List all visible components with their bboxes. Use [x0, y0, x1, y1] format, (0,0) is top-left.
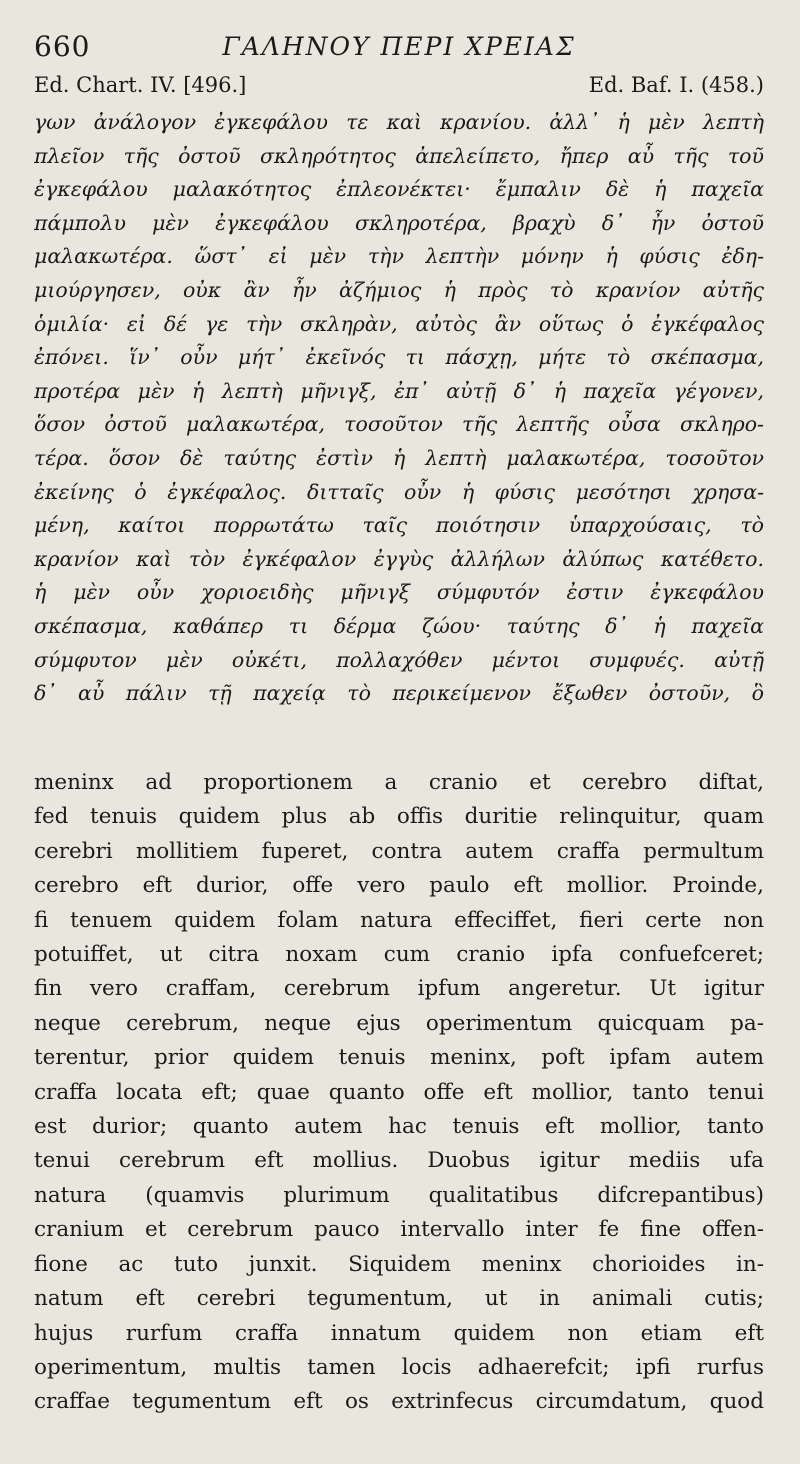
greek-line: μιούργησεν, οὐκ ἂν ἦν ἀζήμιος ἡ πρὸς τὸ κρανίον αὐτῆς — [34, 277, 764, 302]
greek-line: σύμφυτον μὲν οὐκέτι, πολλαχόθεν μέντοι συμφυές. αὐτῇ — [34, 647, 764, 672]
running-title: ΓΑΛΗΝΟΥ ΠΕΡΙ ΧΡΕΙΑΣ — [222, 32, 576, 61]
greek-line: κρανίον καὶ τὸν ἐγκέφαλον ἐγγὺς ἀλλήλων ἀλύπως κατέθετο. — [34, 546, 764, 571]
latin-text-block — [34, 766, 764, 1420]
greek-line: τέρα. ὅσον δὲ ταύτης ἐστὶν ἡ λεπτὴ μαλακωτέρα, τοσοῦτον — [34, 445, 764, 470]
greek-line: πλεῖον τῆς ὀστοῦ σκληρότητος ἀπελείπετο, ἤπερ αὖ τῆς τοῦ — [34, 143, 764, 168]
latin-line: tenui cerebrum eft mollius. Duobus igitur mediis ufa — [34, 1148, 764, 1174]
greek-line: μένη, καίτοι πορρωτάτω ταῖς ποιότησιν ὑπαρχούσαις, τὸ — [34, 513, 764, 538]
greek-line: προτέρα μὲν ἡ λεπτὴ μῆνιγξ, ἐπ᾽ αὐτῇ δ᾽ ἡ παχεῖα γέγονεν, — [34, 378, 764, 403]
greek-line: ἡ μὲν οὖν χοριοειδὴς μῆνιγξ σύμφυτόν ἐστιν ἐγκεφάλου — [34, 580, 764, 605]
greek-line: γων ἀνάλογον ἐγκεφάλου τε καὶ κρανίου. ἀλλ᾽ ἡ μὲν λεπτὴ — [34, 110, 764, 134]
latin-line: fin vero craffam, cerebrum ipfum angeretur. Ut igitur — [34, 976, 764, 1002]
latin-line: fi tenuem quidem folam natura effeciffet, fieri certe non — [34, 907, 764, 933]
latin-line: operimentum, multis tamen locis adhaerefcit; ipfi rurfus — [34, 1354, 764, 1380]
page-number: 660 — [34, 30, 91, 63]
greek-line: ἐπόνει. ἵν᾽ οὖν μήτ᾽ ἐκεῖνός τι πάσχῃ, μήτε τὸ σκέπασμα, — [34, 345, 764, 370]
greek-line: σκέπασμα, καθάπερ τι δέρμα ζώου· ταύτης δ᾽ ἡ παχεῖα — [34, 613, 764, 638]
latin-line: natum eft cerebri tegumentum, ut in animali cutis; — [34, 1286, 764, 1312]
greek-line: ἐγκεφάλου μαλακότητος ἐπλεονέκτει· ἔμπαλιν δὲ ἡ παχεῖα — [34, 177, 764, 202]
greek-line: δ᾽ αὖ πάλιν τῇ παχείᾳ τὸ περικείμενον ἔξωθεν ὀστοῦν, ὃ — [34, 681, 764, 706]
latin-line: meninx ad proportionem a cranio et cerebro diftat, — [34, 770, 764, 795]
greek-text-block — [34, 106, 764, 711]
greek-line: ἐκείνης ὁ ἐγκέφαλος. διτταῖς οὖν ἡ φύσις μεσότησι χρησα- — [34, 479, 764, 504]
greek-line: πάμπολυ μὲν ἐγκεφάλου σκληροτέρα, βραχὺ δ᾽ ἦν ὀστοῦ — [34, 210, 764, 235]
latin-line: cerebro eft durior, offe vero paulo eft mollior. Proinde, — [34, 873, 764, 899]
edition-basel: Ed. Baf. I. (458.) — [588, 73, 764, 97]
latin-line: natura (quamvis plurimum qualitatibus difcrepantibus) — [34, 1182, 764, 1208]
greek-line: ὅσον ὀστοῦ μαλακωτέρα, τοσοῦτον τῆς λεπτῆς οὖσα σκληρο- — [34, 412, 764, 437]
latin-line: cerebri mollitiem fuperet, contra autem craffa permultum — [34, 838, 764, 864]
greek-line: μαλακωτέρα. ὥστ᾽ εἰ μὲν τὴν λεπτὴν μόνην ἡ φύσις ἐδη- — [34, 244, 764, 269]
edition-chartier: Ed. Chart. IV. [496.] — [34, 73, 247, 97]
edition-references — [34, 73, 764, 103]
latin-line: fione ac tuto junxit. Siquidem meninx chorioides in- — [34, 1251, 764, 1277]
latin-line: craffa locata eft; quae quanto offe eft mollior, tanto tenui — [34, 1079, 764, 1105]
latin-line: craffae tegumentum eft os extrinfecus circumdatum, quod — [34, 1389, 764, 1415]
latin-line: neque cerebrum, neque ejus operimentum quicquam pa- — [34, 1010, 764, 1036]
latin-line: potuiffet, ut citra noxam cum cranio ipfa confuefceret; — [34, 942, 764, 968]
latin-line: cranium et cerebrum pauco intervallo inter fe fine offen- — [34, 1217, 764, 1243]
latin-line: est durior; quanto autem hac tenuis eft mollior, tanto — [34, 1114, 764, 1140]
latin-line: hujus rurfum craffa innatum quidem non etiam eft — [34, 1320, 764, 1346]
latin-line: terentur, prior quidem tenuis meninx, poft ipfam autem — [34, 1045, 764, 1071]
greek-line: ὁμιλία· εἰ δέ γε τὴν σκληρὰν, αὐτὸς ἂν οὕτως ὁ ἐγκέφαλος — [34, 311, 764, 336]
latin-line: fed tenuis quidem plus ab offis duritie relinquitur, quam — [34, 804, 764, 830]
running-header — [34, 28, 764, 68]
